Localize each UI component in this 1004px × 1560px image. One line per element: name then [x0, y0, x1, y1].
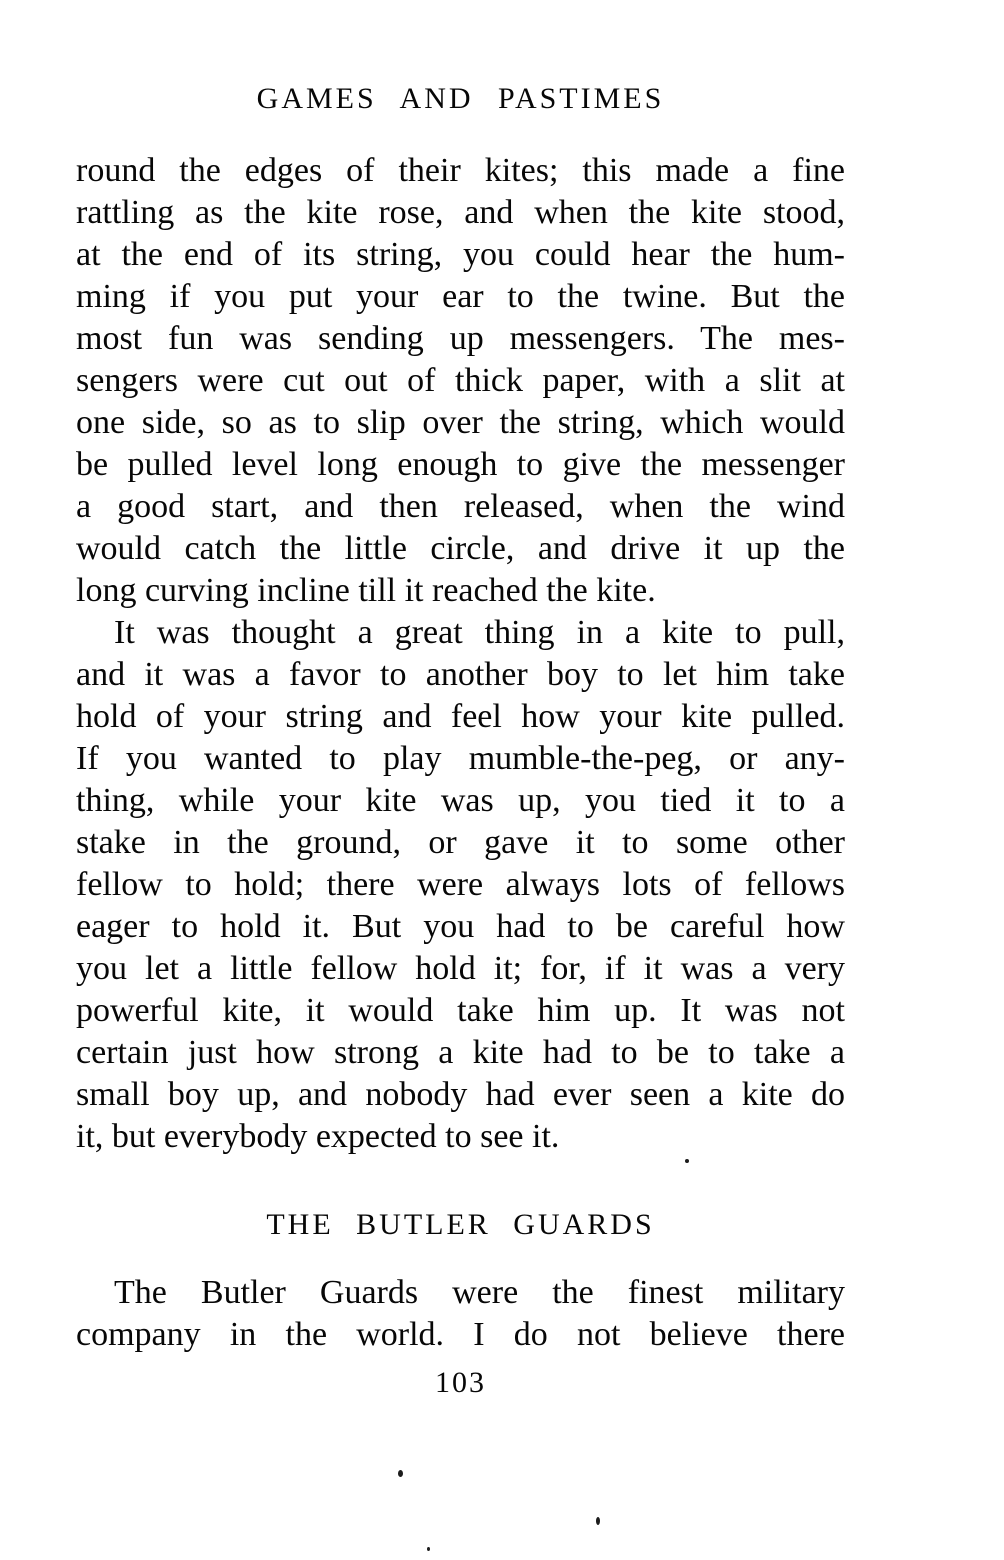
section-body-text [76, 1272, 845, 1356]
ink-speck [398, 1470, 403, 1477]
ink-speck [685, 1159, 689, 1163]
running-header: GAMES AND PASTIMES [256, 82, 665, 115]
text-line: one side, so as to slip over the string, which would [76, 404, 845, 441]
text-line: thing, while your kite was up, you tied it to a [76, 782, 845, 819]
text-line: sengers were cut out of thick paper, with a slit at [76, 362, 845, 399]
text-line: at the end of its string, you could hear the hum- [76, 236, 845, 273]
text-line: The Butler Guards were the finest military [114, 1274, 845, 1311]
text-line: long curving incline till it reached the kite. [76, 572, 656, 609]
text-line: eager to hold it. But you had to be careful how [76, 908, 845, 945]
page-number: 103 [435, 1366, 486, 1399]
text-line: small boy up, and nobody had ever seen a kite do [76, 1076, 845, 1113]
ink-speck [596, 1517, 600, 1525]
text-line: fellow to hold; there were always lots of fellows [76, 866, 845, 903]
body-text [76, 150, 845, 1158]
text-line: If you wanted to play mumble-the-peg, or any- [76, 740, 845, 777]
ink-speck [427, 1547, 430, 1551]
text-line: a good start, and then released, when the wind [76, 488, 845, 525]
text-line: rattling as the kite rose, and when the kite stood, [76, 194, 845, 231]
text-line: most fun was sending up messengers. The mes- [76, 320, 845, 357]
section-heading: THE BUTLER GUARDS [266, 1208, 655, 1241]
text-line: company in the world. I do not believe there [76, 1316, 845, 1353]
text-line: round the edges of their kites; this made a fine [76, 152, 845, 189]
text-line: powerful kite, it would take him up. It was not [76, 992, 845, 1029]
text-line: you let a little fellow hold it; for, if it was a very [76, 950, 845, 987]
text-line: certain just how strong a kite had to be to take a [76, 1034, 845, 1071]
text-line: It was thought a great thing in a kite to pull, [114, 614, 845, 651]
text-line: ming if you put your ear to the twine. But the [76, 278, 845, 315]
text-line: it, but everybody expected to see it. [76, 1118, 560, 1155]
text-line: and it was a favor to another boy to let him take [76, 656, 845, 693]
text-line: be pulled level long enough to give the messenger [76, 446, 845, 483]
text-line: would catch the little circle, and drive it up the [76, 530, 845, 567]
text-line: hold of your string and feel how your kite pulled. [76, 698, 845, 735]
text-line: stake in the ground, or gave it to some other [76, 824, 845, 861]
